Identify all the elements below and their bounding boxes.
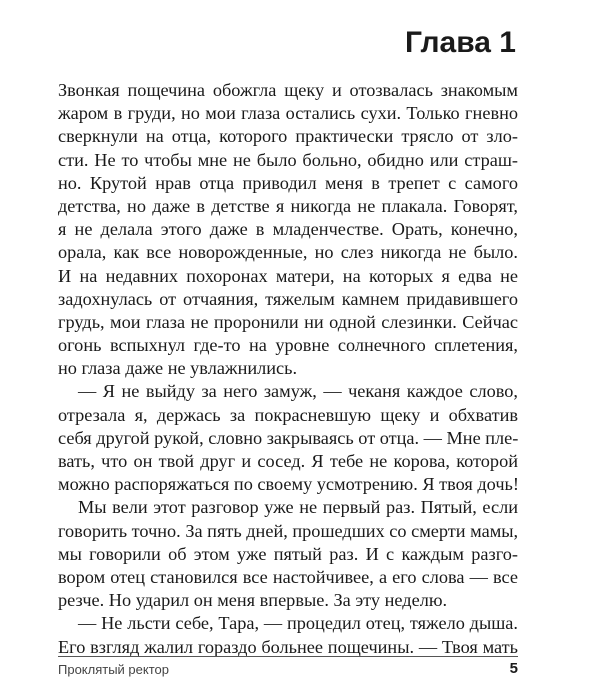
body-text	[58, 79, 518, 659]
text-line: себя другой рукой, словно закрываясь от отца. — Мне пле-	[58, 427, 519, 448]
text-line: можно распоряжаться по своему усмотрению. Я твоя дочь!	[58, 474, 519, 495]
chapter-title: Глава 1	[404, 26, 516, 59]
text-line: сверкнули на отца, которого практически трясло от зло-	[58, 126, 518, 147]
text-line: — Я не выйду за него замуж, — чеканя каждое слово,	[78, 381, 518, 402]
text-line: И на недавних похоронах матери, на которых я едва не	[58, 265, 518, 286]
text-line: орала, как все новорожденные, но слез никогда не было.	[58, 242, 518, 263]
text-line: задохнулась от отчаяния, тяжелым камнем придавившего	[58, 288, 518, 309]
text-line: но глаза даже не увлажнились.	[58, 358, 298, 379]
text-line: детства, но даже в детстве я никогда не плакала. Говорят,	[58, 195, 518, 216]
text-line: Его взгляд жалил гораздо больнее пощечины. — Твоя мать	[58, 636, 518, 657]
text-line: вором отец становился все настойчивее, а его слова — все	[58, 566, 518, 587]
text-line: мы говорили об этом уже пятый раз. И с каждым разго-	[58, 543, 518, 564]
text-line: жаром в груди, но мои глаза остались сухи. Только гневно	[58, 103, 518, 124]
text-line: — Не льсти себе, Тара, — процедил отец, тяжело дыша.	[78, 613, 518, 634]
text-line: Звонкая пощечина обожгла щеку и отозвалась знакомым	[58, 80, 518, 100]
text-line: грудь, мои глаза не проронили ни одной слезинки. Сейчас	[58, 311, 518, 332]
footer-divider	[58, 656, 518, 657]
page-number: 5	[509, 660, 518, 677]
text-line: я не делала этого даже в младенчестве. Орать, конечно,	[58, 219, 518, 240]
text-line: Мы вели этот разговор уже не первый раз. Пятый, если	[78, 497, 518, 518]
text-line: сти. Не то чтобы мне не было больно, обидно или страш-	[58, 149, 518, 170]
text-line: вать, что он твой друг и сосед. Я тебе не корова, которой	[58, 451, 518, 471]
text-line: огонь вспыхнул где-то на уровне солнечного сплетения,	[58, 335, 518, 356]
text-line: но. Крутой нрав отца приводил меня в трепет с самого	[58, 172, 518, 193]
text-line: отрезала я, держась за покрасневшую щеку и обхватив	[58, 404, 518, 425]
text-line: резче. Но ударил он меня впервые. За эту неделю.	[58, 590, 448, 611]
running-title: Проклятый ректор	[58, 662, 169, 677]
text-line: говорить точно. За пять дней, прошедших со смерти мамы,	[58, 520, 519, 541]
